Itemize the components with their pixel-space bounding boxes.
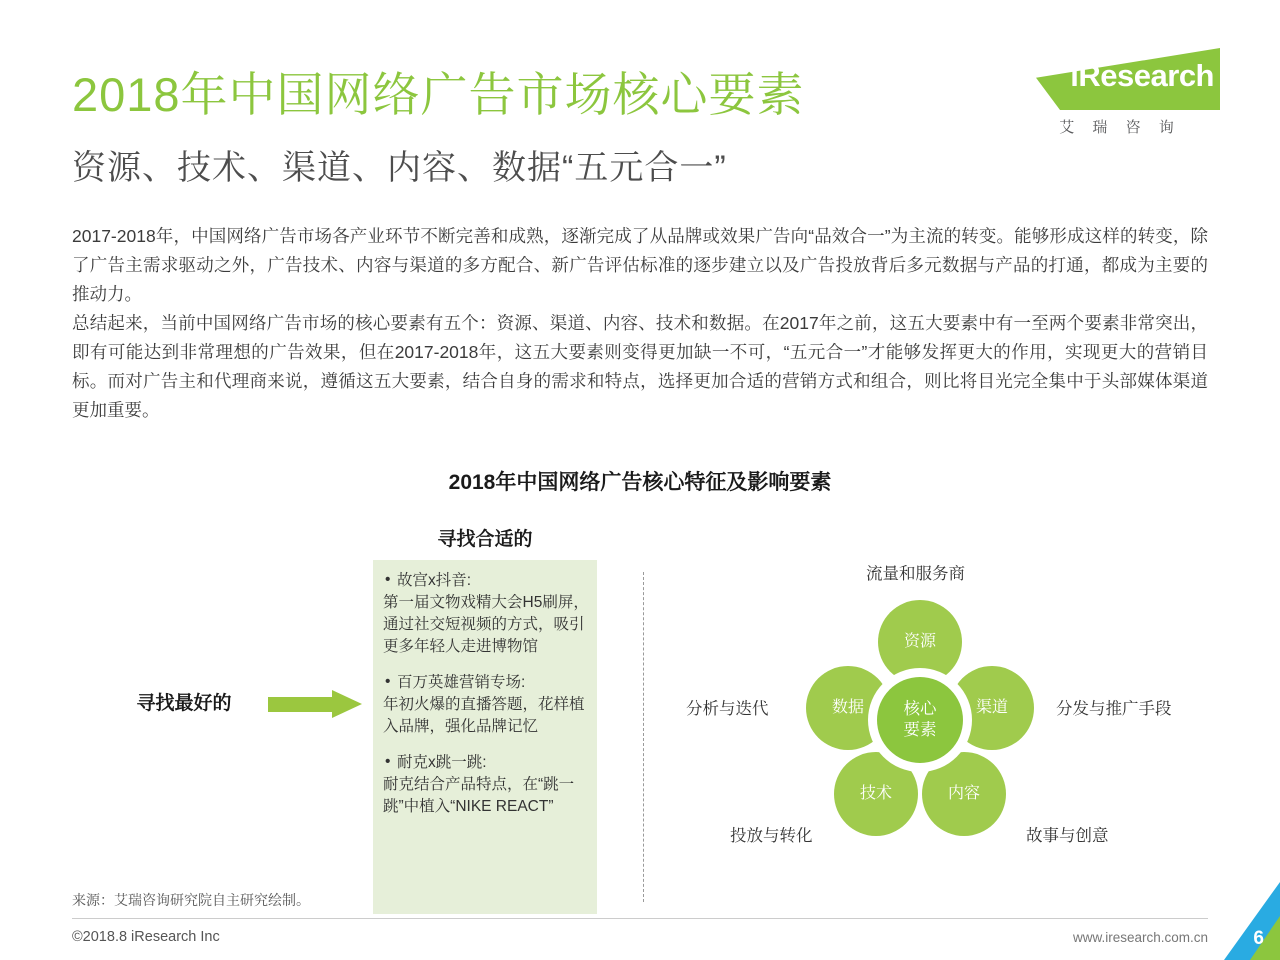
source-note: 来源：艾瑞咨询研究院自主研究绘制。 <box>72 892 310 908</box>
case-item <box>383 672 589 738</box>
page-number: 6 <box>1253 928 1264 949</box>
petal-resource: 资源 <box>878 600 962 684</box>
page-subtitle: 资源、技术、渠道、内容、数据“五元合一” <box>72 149 727 187</box>
body-paragraph-2: 总结起来，当前中国网络广告市场的核心要素有五个：资源、渠道、内容、技术和数据。在2017年之前，这五大要素中有一至两个要素非常突出，即有可能达到非常理想的广告效果，但在2017-2018年，这五大要素则变得更加缺一不可，“五元合一”才能够发挥更大的作用，实现更大的营销目标。而对广告主和代理商来说，遵循这五大要素，结合自身的需求和特点，选择更加合适的营销方式和组合，则比将目光完全集中于头部媒体渠道更加重要。 <box>72 313 1208 420</box>
diagram-core <box>877 677 963 763</box>
copyright-text: ©2018.8 iResearch Inc <box>72 929 220 945</box>
core-line-2: 要素 <box>903 721 937 739</box>
arrow-right-icon <box>268 690 364 718</box>
case-title: • 故宫x抖音: <box>383 570 589 592</box>
petal-channel: 渠道 <box>950 666 1034 750</box>
website-url: www.iresearch.com.cn <box>1072 930 1208 945</box>
diagram-core-text <box>904 699 937 741</box>
label-find-best: 寻找最好的 <box>136 693 232 714</box>
footer-divider <box>72 918 1208 919</box>
logo-word-research: Research <box>1078 58 1214 93</box>
case-item <box>383 570 589 658</box>
arrow-head <box>332 690 362 718</box>
iresearch-logo <box>1010 48 1220 137</box>
diagram-core-ring <box>868 668 972 772</box>
logo-wordmark <box>1070 58 1214 94</box>
arrow-shaft <box>268 697 334 712</box>
core-line-1: 核心 <box>903 700 937 718</box>
page-title: 2018年中国网络广告市场核心要素 <box>72 68 805 121</box>
petal-content: 内容 <box>922 752 1006 836</box>
case-title: • 耐克x跳一跳: <box>383 752 589 774</box>
body-paragraph-1: 2017-2018年，中国网络广告市场各产业环节不断完善和成熟，逐渐完成了从品牌或效果广告向“品效合一”为主流的转变。能够形成这样的转变，除了广告主需求驱动之外，广告技术、内容与渠道的多方配合、新广告评估标准的逐步建立以及广告投放背后多元数据与产品的打通，都成为主要的推动力。 <box>72 226 1208 304</box>
note-resource: 流量和服务商 <box>866 565 965 583</box>
note-channel: 分发与推广手段 <box>1056 700 1172 718</box>
figure-title: 2018年中国网络广告核心特征及影响要素 <box>448 471 832 494</box>
petal-data: 数据 <box>806 666 890 750</box>
case-title: • 百万英雄营销专场: <box>383 672 589 694</box>
logo-letter-i: i <box>1070 58 1079 93</box>
logo-badge <box>1020 48 1220 110</box>
case-description: 年初火爆的直播答题，花样植入品牌，强化品牌记忆 <box>383 696 585 735</box>
body-copy <box>72 222 1208 425</box>
case-list <box>373 560 597 914</box>
label-find-suitable: 寻找合适的 <box>437 529 533 550</box>
case-item <box>383 752 589 818</box>
note-data: 分析与迭代 <box>686 700 769 718</box>
core-elements-diagram <box>800 600 1040 840</box>
case-description: 耐克结合产品特点，在“跳一跳”中植入“NIKE REACT” <box>383 776 575 815</box>
logo-chinese-name: 艾 瑞 咨 询 <box>1059 119 1181 136</box>
case-description: 第一届文物戏精大会H5刷屏，通过社交短视频的方式，吸引更多年轻人走进博物馆 <box>383 594 589 655</box>
corner-decoration <box>1208 860 1280 960</box>
petal-technology: 技术 <box>834 752 918 836</box>
note-technology: 投放与转化 <box>730 827 813 845</box>
figure-divider <box>643 572 644 902</box>
note-content: 故事与创意 <box>1026 827 1109 845</box>
